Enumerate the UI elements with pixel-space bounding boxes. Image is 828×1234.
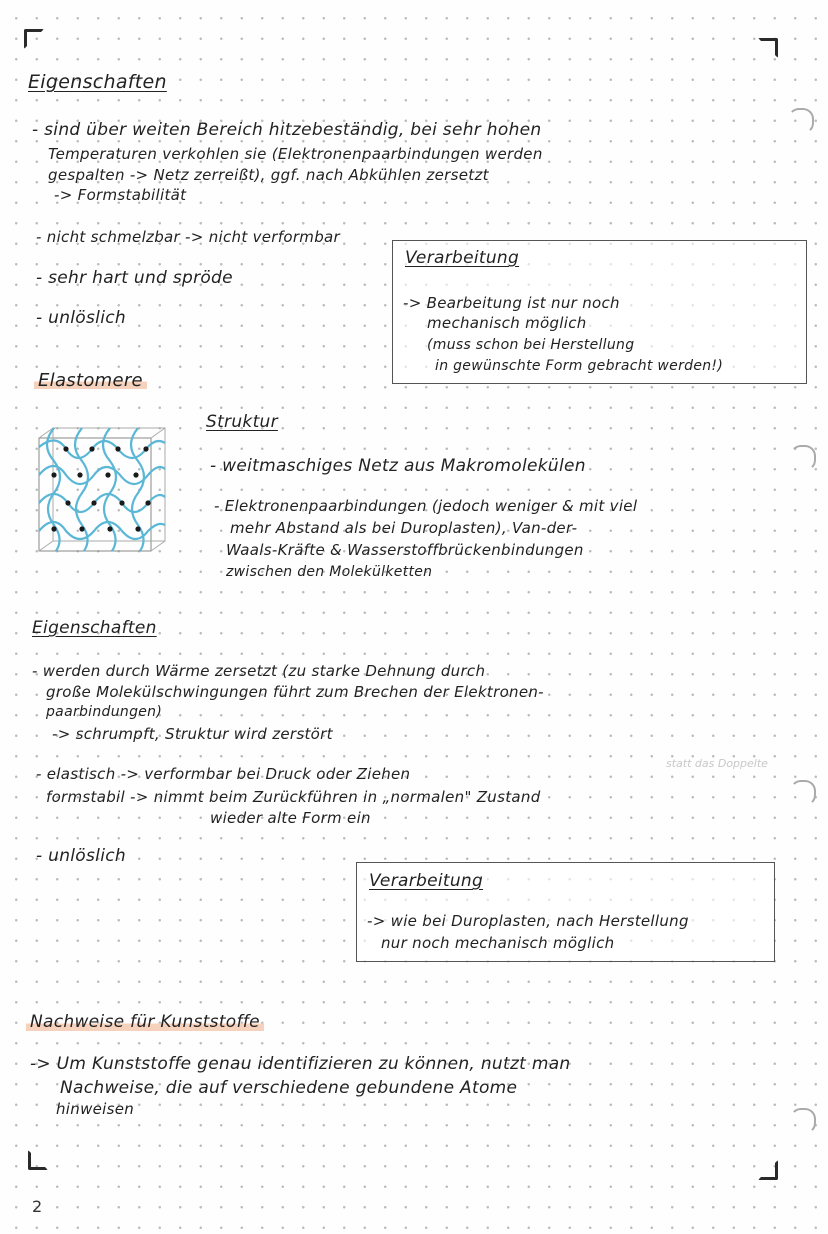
processing-box-2-line-1: -> wie bei Duroplasten, nach Herstellung xyxy=(367,912,689,930)
faint-annotation: statt das Doppelte xyxy=(666,757,768,770)
processing-box-1-line-4: in gewünschte Form gebracht werden!) xyxy=(435,358,724,374)
processing-box-1-line-1: -> Bearbeitung ist nur noch xyxy=(403,294,620,312)
structure-line-2: - Elektronenpaarbindungen (jedoch weniger & mit viel xyxy=(214,497,638,515)
processing-box-1-line-2: mechanisch möglich xyxy=(427,314,587,332)
structure-line-1: - weitmaschiges Netz aus Makromolekülen xyxy=(210,456,586,476)
margin-mark-icon xyxy=(790,445,816,471)
margin-mark-icon xyxy=(788,108,814,134)
processing-box-2-title: Verarbeitung xyxy=(369,871,484,891)
nachweise-heading: Nachweise für Kunststoffe xyxy=(26,1014,264,1031)
dp-bullet-1-line-4: -> Formstabilität xyxy=(54,186,187,204)
structure-heading: Struktur xyxy=(206,412,278,432)
dp-bullet-4: - unlöslich xyxy=(36,308,126,328)
nachweise-line-1: -> Um Kunststoffe genau identifizieren zu können, nutzt man xyxy=(30,1054,571,1074)
dp-bullet-2: - nicht schmelzbar -> nicht verformbar xyxy=(36,228,340,246)
processing-box-1 xyxy=(392,240,807,384)
el-prop-line-6: formstabil -> nimmt beim Zurückführen in „normalen" Zustand xyxy=(46,788,541,806)
structure-line-4: Waals-Kräfte & Wasserstoffbrückenbindungen xyxy=(226,541,584,559)
el-prop-line-5: - elastisch -> verformbar bei Druck oder Ziehen xyxy=(36,765,411,783)
dp-bullet-1-line-1: - sind über weiten Bereich hitzebeständig, bei sehr hohen xyxy=(32,120,542,140)
el-prop-line-7: wieder alte Form ein xyxy=(210,809,371,827)
top-left-corner-icon xyxy=(24,29,44,49)
dp-bullet-1-line-2: Temperaturen verkohlen sie (Elektronenpaarbindungen werden xyxy=(48,145,543,163)
margin-mark-icon xyxy=(790,1108,816,1134)
top-right-corner-icon xyxy=(758,38,778,58)
bottom-left-corner-icon xyxy=(28,1150,48,1170)
page-number: 2 xyxy=(32,1197,43,1216)
processing-box-2-line-2: nur noch mechanisch möglich xyxy=(381,934,615,952)
nachweise-line-2: Nachweise, die auf verschiedene gebundene Atome xyxy=(60,1078,518,1098)
processing-box-1-line-3: (muss schon bei Herstellung xyxy=(427,337,635,353)
properties-heading-2: Eigenschaften xyxy=(32,618,157,638)
structure-line-5: zwischen den Molekülketten xyxy=(226,564,433,580)
nachweise-line-3: hinweisen xyxy=(56,1100,135,1118)
elastomere-heading: Elastomere xyxy=(34,372,147,389)
bottom-right-corner-icon xyxy=(758,1160,778,1180)
elastomer-network-diagram xyxy=(36,425,168,557)
processing-box-1-title: Verarbeitung xyxy=(405,248,520,268)
el-prop-line-3: paarbindungen) xyxy=(46,704,163,720)
el-prop-line-2: große Molekülschwingungen führt zum Brechen der Elektronen- xyxy=(46,683,544,701)
el-prop-line-8: - unlöslich xyxy=(36,846,126,866)
el-prop-line-1: - werden durch Wärme zersetzt (zu starke Dehnung durch xyxy=(32,662,486,680)
properties-heading-1: Eigenschaften xyxy=(28,71,167,93)
el-prop-line-4: -> schrumpft, Struktur wird zerstört xyxy=(52,725,333,743)
processing-box-2 xyxy=(356,862,775,962)
dp-bullet-1-line-3: gespalten -> Netz zerreißt), ggf. nach Abkühlen zersetzt xyxy=(48,166,489,184)
margin-mark-icon xyxy=(790,780,816,806)
structure-line-3: mehr Abstand als bei Duroplasten), Van-der- xyxy=(230,519,578,537)
dp-bullet-3: - sehr hart und spröde xyxy=(36,268,233,288)
